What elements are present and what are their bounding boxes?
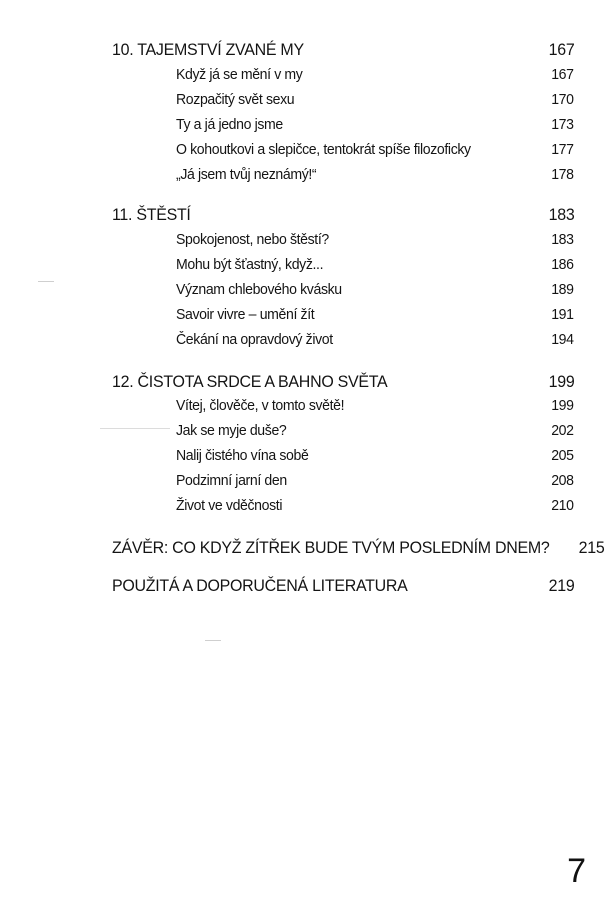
- scan-mark: [205, 640, 221, 641]
- toc-section-entry: [176, 231, 574, 255]
- scan-mark: [38, 281, 54, 282]
- section-page: 189: [551, 281, 574, 298]
- chapter-title: POUŽITÁ A DOPORUČENÁ LITERATURA: [112, 576, 408, 595]
- section-page: 167: [551, 66, 574, 83]
- section-page: 210: [551, 497, 574, 514]
- chapter-page: 215: [579, 538, 605, 557]
- chapter-title: 11. ŠTĚSTÍ: [112, 205, 191, 224]
- section-title: Podzimní jarní den: [176, 472, 287, 489]
- toc-section-entry: [176, 91, 574, 115]
- toc-section-entry: [176, 397, 574, 421]
- section-page: 205: [551, 447, 574, 464]
- section-title: „Já jsem tvůj neznámý!“: [176, 166, 317, 183]
- section-page: 186: [551, 256, 574, 273]
- section-title: Nalij čistého vína sobě: [176, 447, 309, 464]
- toc-section-entry: [176, 166, 574, 190]
- conclusion-entry: [112, 538, 605, 562]
- section-page: 191: [551, 306, 574, 323]
- toc-section-entry: [176, 331, 574, 355]
- scan-mark: [100, 428, 170, 429]
- chapter-page: 167: [548, 40, 574, 59]
- toc-section-entry: [176, 497, 574, 521]
- toc-section-entry: [176, 447, 574, 471]
- toc-section-entry: [176, 66, 574, 90]
- section-page: 208: [551, 472, 574, 489]
- section-title: Život ve vděčnosti: [176, 497, 283, 514]
- section-page: 178: [551, 166, 574, 183]
- section-title: Čekání na opravdový život: [176, 331, 333, 348]
- section-title: Mohu být šťastný, když...: [176, 256, 324, 273]
- chapter-page: 219: [548, 576, 574, 595]
- chapter-page: 183: [548, 205, 574, 224]
- page-number: 7: [567, 852, 586, 890]
- chapter-10-entry: [112, 40, 574, 64]
- section-page: 170: [551, 91, 574, 108]
- section-page: 177: [551, 141, 574, 158]
- chapter-title: 10. TAJEMSTVÍ ZVANÉ MY: [112, 40, 304, 59]
- chapter-title: 12. ČISTOTA SRDCE A BAHNO SVĚTA: [112, 372, 388, 391]
- section-page: 173: [551, 116, 574, 133]
- toc-section-entry: [176, 256, 574, 280]
- section-page: 194: [551, 331, 574, 348]
- chapter-12-entry: [112, 372, 574, 396]
- section-title: Vítej, člověče, v tomto světě!: [176, 397, 345, 414]
- section-title: Význam chlebového kvásku: [176, 281, 342, 298]
- section-title: Jak se myje duše?: [176, 422, 287, 439]
- toc-section-entry: [176, 422, 574, 446]
- toc-section-entry: [176, 472, 574, 496]
- section-title: O kohoutkovi a slepičce, tentokrát spíše filozoficky: [176, 141, 471, 158]
- section-page: 183: [551, 231, 574, 248]
- chapter-title: ZÁVĚR: CO KDYŽ ZÍTŘEK BUDE TVÝM POSLEDNÍM DNEM?: [112, 538, 550, 557]
- section-title: Ty a já jedno jsme: [176, 116, 283, 133]
- chapter-page: 199: [548, 372, 574, 391]
- toc-section-entry: [176, 281, 574, 305]
- bibliography-entry: [112, 576, 574, 600]
- section-title: Spokojenost, nebo štěstí?: [176, 231, 329, 248]
- toc-section-entry: [176, 141, 574, 165]
- section-title: Savoir vivre – umění žít: [176, 306, 315, 323]
- toc-section-entry: [176, 306, 574, 330]
- section-title: Rozpačitý svět sexu: [176, 91, 295, 108]
- section-title: Když já se mění v my: [176, 66, 303, 83]
- chapter-11-entry: [112, 205, 574, 229]
- section-page: 199: [551, 397, 574, 414]
- section-page: 202: [551, 422, 574, 439]
- toc-section-entry: [176, 116, 574, 140]
